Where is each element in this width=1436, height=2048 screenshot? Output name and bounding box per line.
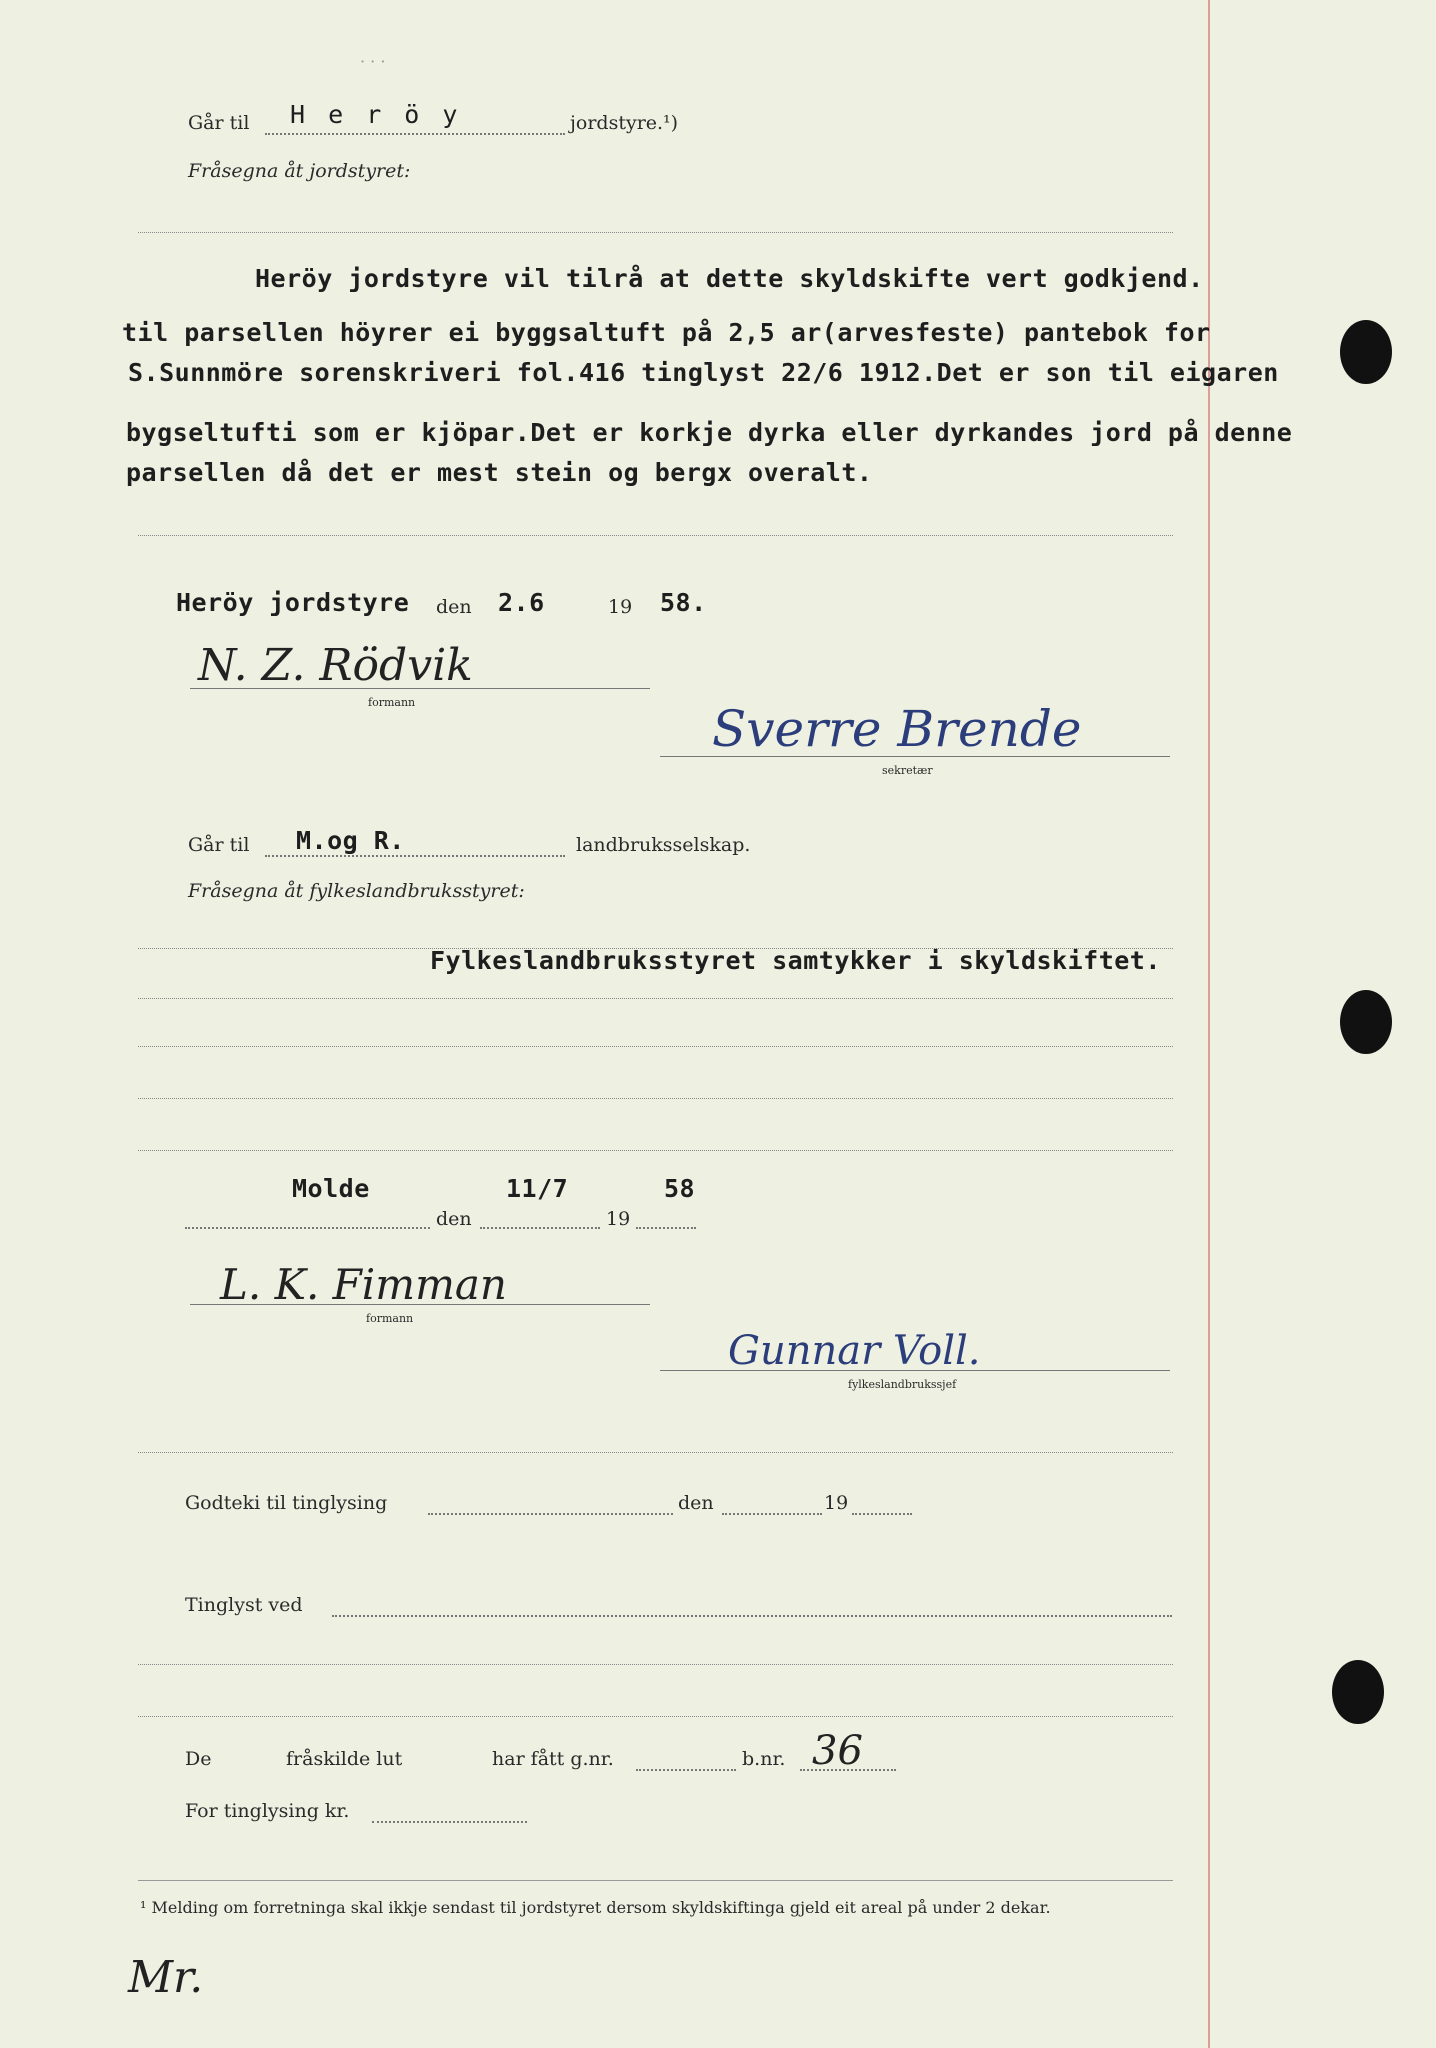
sjef-label: fylkeslandbrukssjef bbox=[848, 1378, 957, 1391]
for-tinglysing-label: For tinglysing kr. bbox=[185, 1800, 350, 1822]
year-prefix-3: 19 bbox=[824, 1492, 849, 1514]
dotted-line bbox=[185, 1227, 430, 1229]
ruled-line bbox=[138, 1098, 1173, 1099]
godteki-label: Godteki til tinglysing bbox=[185, 1492, 388, 1514]
signature-line bbox=[190, 688, 650, 689]
tinglyst-label: Tinglyst ved bbox=[185, 1594, 303, 1616]
ruled-line bbox=[138, 1716, 1173, 1717]
den-label: den bbox=[436, 596, 472, 618]
bnr-label: b.nr. bbox=[742, 1748, 786, 1770]
signature-line bbox=[660, 1370, 1170, 1371]
dotted-line bbox=[332, 1615, 1172, 1617]
statement-line-1: Heröy jordstyre vil tilrå at dette skyldskifte vert godkjend. bbox=[255, 264, 1204, 293]
statement-line-2: til parsellen höyrer ei byggsaltuft på 2,5 ar(arvesfeste) pantebok for bbox=[122, 318, 1211, 347]
statement-line-3: S.Sunnmöre sorenskriveri fol.416 tinglyst 22/6 1912.Det er son til eigaren bbox=[128, 358, 1279, 387]
de-label: De bbox=[185, 1748, 212, 1770]
den-label-2: den bbox=[436, 1208, 472, 1230]
margin-line bbox=[1208, 0, 1210, 2048]
dotted-line bbox=[636, 1227, 696, 1229]
year-suffix: 58. bbox=[660, 588, 707, 617]
top-mark: · · · bbox=[360, 52, 386, 71]
signature-line bbox=[190, 1304, 650, 1305]
footnote: ¹ Melding om forretninga skal ikkje sendast til jordstyret dersom skyldskiftinga gjeld eit areal på under 2 dekar. bbox=[140, 1898, 1051, 1917]
molde-date-day: 11/7 bbox=[506, 1174, 569, 1203]
date-day: 2.6 bbox=[498, 588, 545, 617]
formann-label: formann bbox=[368, 696, 416, 709]
landbruk-suffix: landbruksselskap. bbox=[576, 834, 751, 856]
punch-hole bbox=[1340, 990, 1392, 1054]
dotted-line bbox=[722, 1513, 822, 1515]
jordstyre-suffix: jordstyre.¹) bbox=[570, 112, 679, 134]
ruled-line bbox=[138, 1664, 1173, 1665]
ruled-line bbox=[138, 1452, 1173, 1453]
bottom-mark: Mr. bbox=[128, 1952, 204, 2003]
punch-hole bbox=[1332, 1660, 1384, 1724]
dotted-line bbox=[480, 1227, 600, 1229]
ruled-line bbox=[138, 1046, 1173, 1047]
dotted-line bbox=[800, 1769, 896, 1771]
statement-line-4: bygseltufti som er kjöpar.Det er korkje dyrka eller dyrkandes jord på denne bbox=[126, 418, 1293, 447]
formann-label-2: formann bbox=[366, 1312, 414, 1325]
ruled-line bbox=[138, 535, 1173, 536]
dotted-line bbox=[265, 855, 565, 857]
den-label-3: den bbox=[678, 1492, 714, 1514]
fylke-statement: Fylkeslandbruksstyret samtykker i skyldskiftet. bbox=[430, 946, 1161, 975]
dotted-line bbox=[372, 1821, 527, 1823]
year-prefix-2: 19 bbox=[606, 1208, 631, 1230]
molde-year-suffix: 58 bbox=[664, 1174, 696, 1203]
gaar-til-label: Går til bbox=[188, 112, 250, 134]
sjef-signature: Gunnar Voll. bbox=[728, 1328, 981, 1374]
sekretaer-signature: Sverre Brende bbox=[712, 700, 1082, 758]
ruled-line bbox=[138, 998, 1173, 999]
dotted-line bbox=[265, 133, 565, 135]
landbruk-name: M.og R. bbox=[296, 826, 405, 855]
ruled-line bbox=[138, 232, 1173, 233]
dotted-line bbox=[636, 1769, 736, 1771]
formann-signature-2: L. K. Fimman bbox=[220, 1260, 507, 1309]
jordstyre-name: H e r ö y bbox=[290, 100, 462, 129]
statement-line-5: parsellen då det er mest stein og bergx overalt. bbox=[126, 458, 873, 487]
dotted-line bbox=[428, 1513, 673, 1515]
fraasegna-fylke-label: Fråsegna åt fylkeslandbruksstyret: bbox=[188, 880, 525, 902]
bnr-value: 36 bbox=[812, 1728, 863, 1774]
footnote-divider bbox=[138, 1880, 1173, 1881]
year-prefix: 19 bbox=[608, 596, 633, 618]
punch-hole bbox=[1340, 320, 1392, 384]
fraasegna-jordstyret-label: Fråsegna åt jordstyret: bbox=[188, 160, 411, 182]
jordstyre-place: Heröy jordstyre bbox=[176, 588, 410, 617]
ruled-line bbox=[138, 1150, 1173, 1151]
har-faatt-label: har fått g.nr. bbox=[492, 1748, 614, 1770]
molde-place: Molde bbox=[292, 1174, 370, 1203]
fraaskilde-label: fråskilde lut bbox=[286, 1748, 403, 1770]
gaar-til-label-2: Går til bbox=[188, 834, 250, 856]
dotted-line bbox=[852, 1513, 912, 1515]
formann-signature: N. Z. Rödvik bbox=[198, 640, 473, 691]
signature-line bbox=[660, 756, 1170, 757]
sekretaer-label: sekretær bbox=[882, 764, 933, 777]
